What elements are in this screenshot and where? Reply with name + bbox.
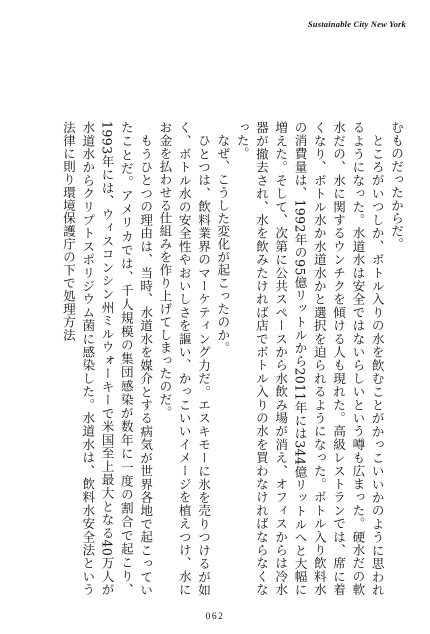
paragraph-continuation: むものだったからだ。: [389, 121, 404, 251]
paragraph: もうひとつの理由は、当時、水道水を媒介とする病気が世界各地で起こっていたことだ。アメリカでは、千人規模の集団感染が数年に一度の割合で起こり、1993年には、ウィスコンシン州ミルウォーキーで米国至上最大となる40万人が水道水からクリプトスポリジウム菌に感染した。水道水は、飲料水安全法という法律に則り環境保護庁の下で処理方法: [60, 121, 154, 596]
paragraph: なぜ、こうした変化が起こったのか。: [215, 133, 231, 354]
page-number: 062: [205, 612, 225, 622]
vertical-body-text: [18, 121, 406, 596]
paragraph: ひとつは、飲料業界のマーケティング力だ。エスキモーに氷を売りつけるが如く、ボトル水の安全性やおいしさを謳い、かっこいいイメージを植えつけ、水にお金を払わせる仕組みを作り上げてしまったのだ。: [157, 121, 212, 596]
paragraph: ところがいつしか、ボトル入りの水を飲むことがかっこいいかのように思われるようになった。水道水は安全ではないらしいという噂も広まった。硬水だの軟水だの、水に関するウンチクを傾ける人も現れた。高級レストランでは、席に着くなり、ボトル水か水道水かと選択を迫られるようになった。ボトル入り飲料水の消費量は、1992年の95億リットルから2011年には344億リットルへと大幅に増えた。そして、次第に公共スペースから水飲み場が消え、オフィスからは冷水器が撤去され、水を飲みたければ店でボトル入りの水を買わなければならなくなった。: [234, 121, 385, 596]
running-header-book-title: Sustainable City New York: [307, 19, 406, 29]
